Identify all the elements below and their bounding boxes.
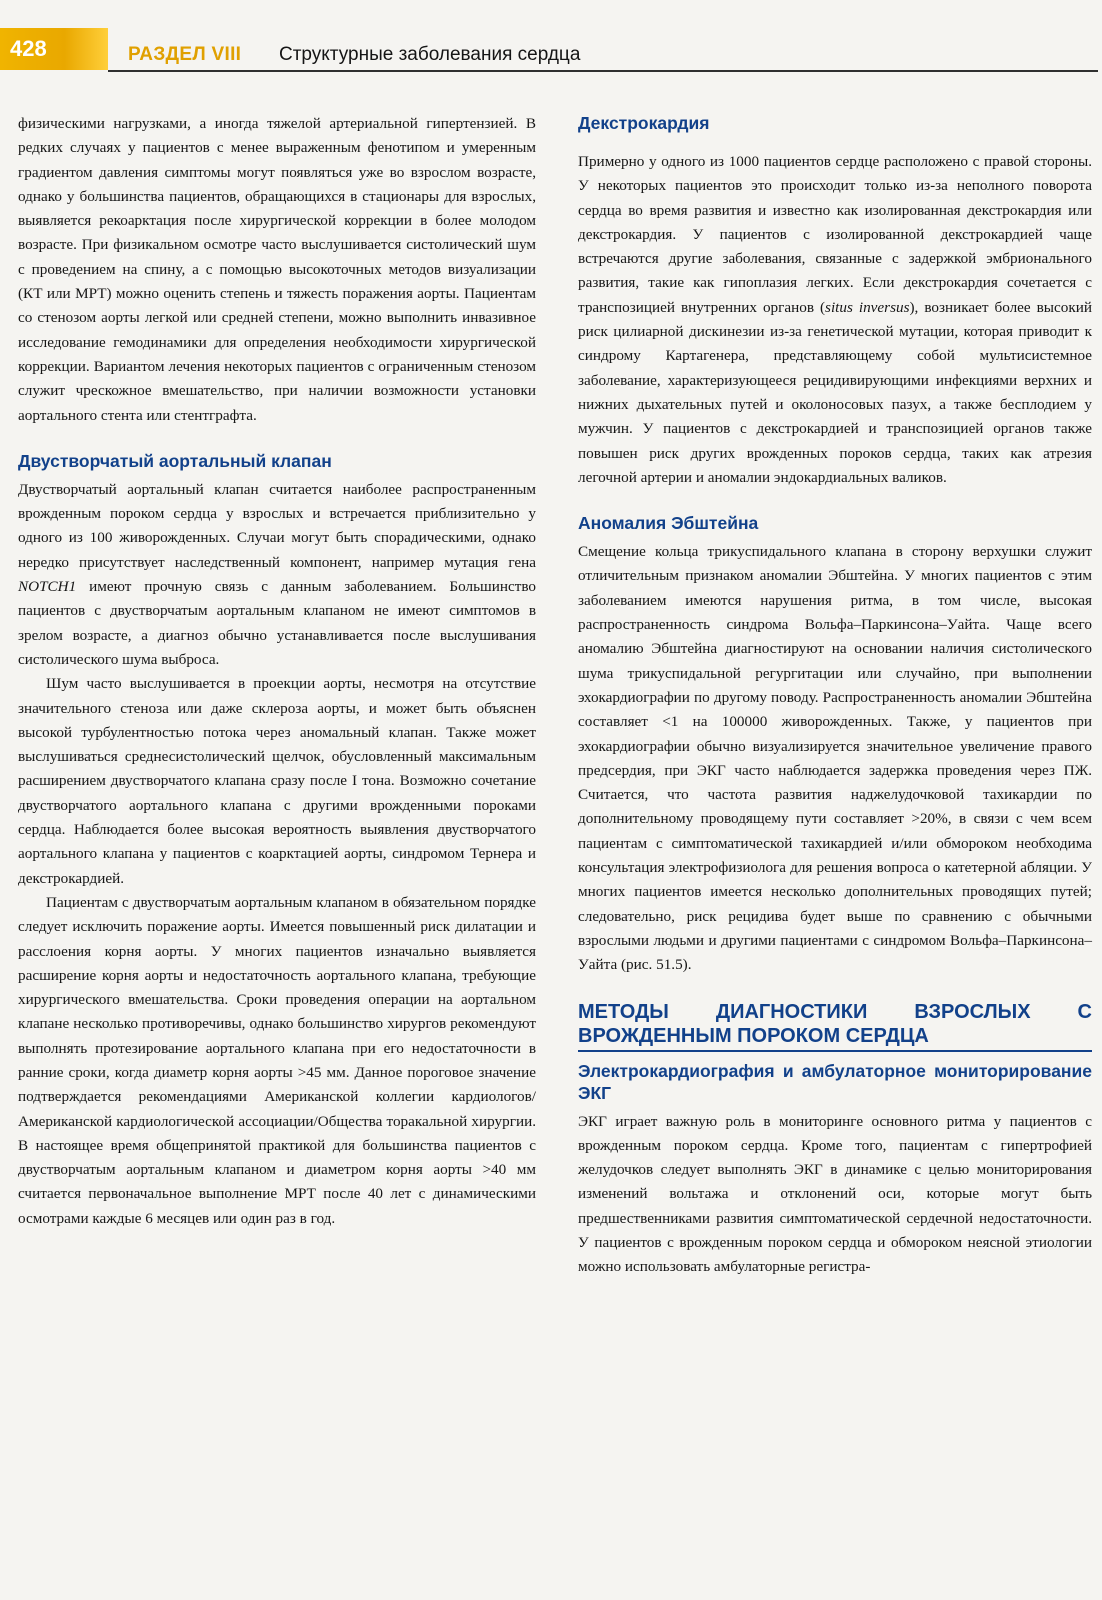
situs-inversus-term: situs inversus xyxy=(825,298,910,316)
bicuspid-paragraph-1: Двустворчатый аортальный клапан считается наиболее распространенным врожденным пороком сердца у взрослых и встречается приблизительно у одного из 100 живорожденных. Случаи могут быть спорадическими, однако нередко присутствует наследственный компонент, например мутация гена NOTCH1 имеют прочную связь с данным заболеванием. Большинство пациентов с двустворчатым аортальным клапаном не имеют симптомов в зрелом возрасте, а диагноз обычно устанавливается после выслушивания систолического шума выброса. xyxy=(18,480,536,668)
intro-paragraph: физическими нагрузками, а иногда тяжелой артериальной гипертензией. В редких случаях у пациентов с менее выраженным фенотипом и умеренным градиентом давления симптомы могут появляться уже во взрослом возрасте, однако у большинства пациентов, обращающихся в стационары для взрослых, выявляется рекоарктация после хирургической коррекции в более молодом возрасте. При физикальном осмотре часто выслушивается систолический шум с проведением на спину, а с помощью высокоточных методов визуализации (КТ или МРТ) можно оценить степень и тяжесть поражения аорты. Пациентам со стенозом аорты легкой или средней степени, можно выполнить инвазивное исследование гемодинамики для определения необходимости хирургической коррекции. Вариантом лечения некоторых пациентов с ограниченным стенозом служит чрескожное вмешательство, при наличии возможности установки аортального стента или стентграфта. xyxy=(18,115,536,424)
page-header xyxy=(0,0,1102,75)
right-column xyxy=(578,112,1092,1280)
page-number: 428 xyxy=(0,28,108,70)
header-divider xyxy=(108,70,1098,72)
section-label: РАЗДЕЛ VIII xyxy=(128,44,242,65)
ecg-paragraph: ЭКГ играет важную роль в мониторинге основного ритма у пациентов с врожденным пороком сердца. Кроме того, пациентам с гипертрофией желудочков следует выполнять ЭКГ в динамике с целью мониторирования изменений вольтажа и отклонений оси, которые могут быть предшественниками развития симптоматической сердечной недостаточности. У пациентов с врожденным пороком сердца и обмороком неясной этиологии можно использовать амбулаторные регистра- xyxy=(578,1112,1092,1276)
section-title: Структурные заболевания сердца xyxy=(279,44,581,65)
ebstein-paragraph: Смещение кольца трикуспидального клапана в сторону верхушки служит отличительным признаком аномалии Эбштейна. У многих пациентов с этим заболеванием имеются нарушения ритма, в том числе, высокая распространенность синдрома Вольфа–Паркинсона–Уайта. Чаще всего аномалию Эбштейна диагностируют на основании наличия систолического шума трикуспидальной регургитации или случайно, при выполнении эхокардиографии по другому поводу. Распространенность аномалии Эбштейна составляет <1 на 100000 живорожденных. Также, у пациентов при эхокардиографии обычно визуализируется значительное увеличение правого предсердия, при ЭКГ часто наблюдается задержка проведения через ПЖ. Считается, что частота развития наджелудочковой тахикардии по дополнительному проводящему пути составляет >20%, в связи с чем всем пациентам с симптоматической тахикардией и/или обмороком необходима консультация электрофизиолога для решения вопроса о катетерной абляции. У многих пациентов имеется несколько дополнительных проводящих путей; следовательно, риск рецидива будет выше по сравнению с обычными взрослыми людьми и другими пациентами с синдромом Вольфа–Паркинсона–Уайта (рис. 51.5). xyxy=(578,543,1092,974)
left-column xyxy=(18,112,536,1231)
methods-heading: МЕТОДЫ ДИАГНОСТИКИ ВЗРОСЛЫХ С ВРОЖДЕННЫМ ПОРОКОМ СЕРДЦА xyxy=(578,1000,1092,1052)
gene-name: NOTCH1 xyxy=(18,578,77,596)
dextrocardia-heading: Декстрокардия xyxy=(578,113,710,133)
bicuspid-paragraph-3: Пациентам с двустворчатым аортальным клапаном в обязательном порядке следует исключить поражение аорты. Имеется повышенный риск дилатации и расслоения корня аорты. У многих пациентов изначально выявляется расширение корня аорты и недостаточность аортального клапана, требующие хирургического вмешательства. Сроки проведения операции на аортальном клапане несколько противоречивы, однако большинство хирургов рекомендуют выполнять протезирование аортального клапана при его недостаточности в ранние сроки, когда диаметр корня аорты >45 мм. Данное пороговое значение подтверждается рекомендациями Американской коллегии кардиологов/Американской кардиологической ассоциации/Общества торакальной хирургии. В настоящее время общепринятой практикой для большинства пациентов с двустворчатым аортальным клапаном и диаметром корня аорты >40 мм считается первоначальное выполнение МРТ после 40 лет с динамическими осмотрами каждые 6 месяцев или один раз в год. xyxy=(18,893,536,1227)
bicuspid-heading: Двустворчатый аортальный клапан xyxy=(18,450,332,471)
ebstein-heading: Аномалия Эбштейна xyxy=(578,513,759,534)
ecg-heading: Электрокардиография и амбулаторное мониторирование ЭКГ xyxy=(578,1060,1092,1103)
bicuspid-paragraph-2: Шум часто выслушивается в проекции аорты, несмотря на отсутствие значительного стеноза или даже склероза аорты, и может быть объяснен высокой турбулентностью потока через аномальный клапан. Также может выслушиваться среднесистолический щелчок, обусловленный максимальным расширением двустворчатого клапана сразу после I тона. Возможно сочетание двустворчатого аортального клапана с другими врожденными пороками сердца. Наблюдается более высокая вероятность выявления двустворчатого аортального клапана у пациентов с коарктацией аорты, синдромом Тернера и декстрокардией. xyxy=(18,675,536,887)
dextrocardia-paragraph: Примерно у одного из 1000 пациентов сердце расположено с правой стороны. У некоторых пациентов это происходит только из-за неполного поворота сердца во время развития и известно как изолированная декстрокардия или декстрокардия. У пациентов с изолированной декстрокардией чаще встречаются другие заболевания, связанные с задержкой эмбрионального развития, такие как гипоплазия легких. Если декстрокардия сочетается с транспозицией внутренних органов (situs inversus), возникает более высокий риск цилиарной дискинезии из-за генетической мутации, которая приводит к синдрому Картагенера, представляющему собой мультисистемное заболевание, характеризующееся рецидивирующими инфекциями верхних и нижних дыхательных путей и околоносовых пазух, а также бесплодием у мужчин. У пациентов с декстрокардией и транспозицией органов также повышен риск других врожденных пороков сердца, таких как атрезия легочной артерии и аномалии эндокардиальных валиков. xyxy=(578,153,1092,486)
